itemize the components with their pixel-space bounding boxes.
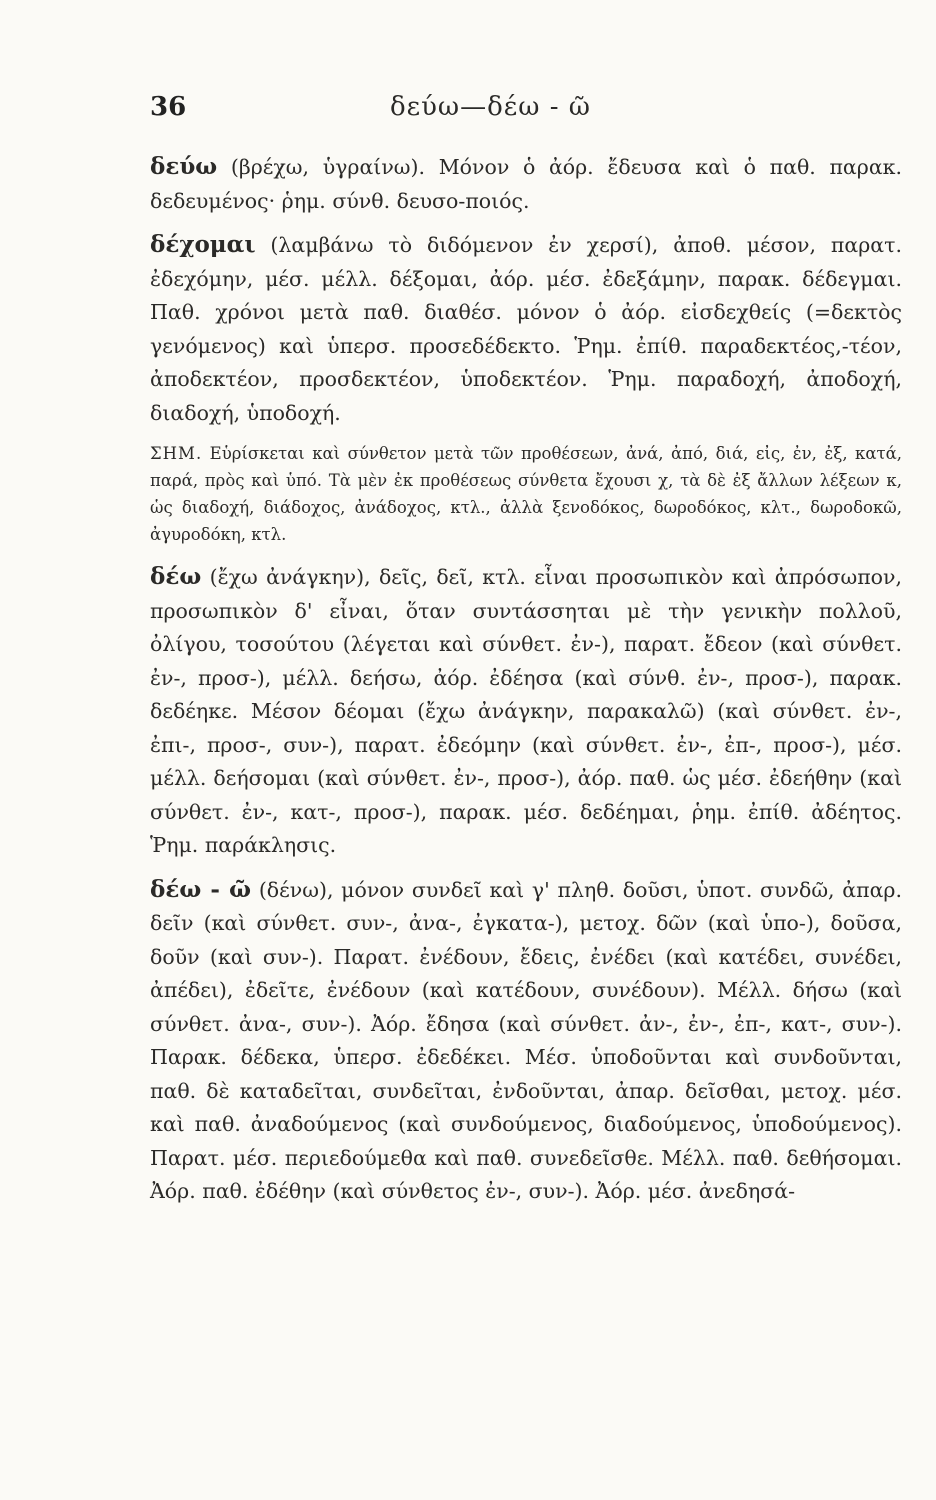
page-header: [150, 92, 850, 132]
note-label: ΣΗΜ.: [150, 444, 203, 463]
entry-text: (λαμβάνω τὸ διδόμενον ἐν χερσί), ἀποθ. μέσον, παρατ. ἐδεχόμην, μέσ. μέλλ. δέξομαι, ἀόρ. μέσ. ἐδεξάμην, παρακ. δέδεγμαι. Παθ. χρόνοι μετὰ παθ. διαθέσ. μόνον ὁ ἀόρ. εἰσδεχθείς (=δεκτὸς γενόμενος) καὶ ὑπερσ. προσεδέδεκτο. Ῥημ. ἐπίθ. παραδεκτέος,-τέον, ἀποδεκτέον, προσδεκτέον, ὑποδεκτέον. Ῥημ. παραδοχή, ἀποδοχή, διαδοχή, ὑποδοχή.: [150, 233, 902, 425]
entry-deo-bind: [150, 873, 902, 1209]
note-text: Εὑρίσκεται καὶ σύνθετον μετὰ τῶν προθέσεων, ἀνά, ἀπό, διά, εἰς, ἐν, ἐξ, κατά, παρά, πρὸς καὶ ὑπό. Τὰ μὲν ἐκ προθέσεως σύνθετα ἔχουσι χ, τὰ δὲ ἐξ ἄλλων λέξεων κ, ὡς διαδοχή, διάδοχος, ἀνάδοχος, κτλ., ἀλλὰ ξενοδόκος, δωροδόκος, κλτ., δωροδοκῶ, ἀγυροδόκη, κτλ.: [150, 444, 902, 544]
grammar-note: [150, 440, 902, 548]
entry-deo-need: [150, 560, 902, 863]
entry-text: (βρέχω, ὑγραίνω). Μόνον ὁ ἀόρ. ἔδευσα καὶ ὁ παθ. παρακ. δεδευμένος· ῥημ. σύνθ. δευσο-ποιός.: [150, 155, 902, 213]
entry-dechomai: [150, 228, 902, 430]
running-head: δεύω—δέω - ῶ: [390, 92, 591, 122]
entry-lemma: δέω - ῶ: [150, 875, 252, 903]
entry-lemma: δέω: [150, 563, 202, 590]
entry-text: (ἔχω ἀνάγκην), δεῖς, δεῖ, κτλ. εἶναι προσωπικὸν καὶ ἀπρόσωπον, προσωπικὸν δ' εἶναι, ὅταν συντάσσηται μὲ τὴν γενικὴν πολλοῦ, ὀλίγου, τοσούτου (λέγεται καὶ σύνθετ. ἐν-), παρατ. ἔδεον (καὶ σύνθετ. ἐν-, προσ-), μέλλ. δεήσω, ἀόρ. ἐδέησα (καὶ σύνθ. ἐν-, προσ-), παρακ. δεδέηκε. Μέσον δέομαι (ἔχω ἀνάγκην, παρακαλῶ) (καὶ σύνθετ. ἐν-, ἐπι-, προσ-, συν-), παρατ. ἐδεόμην (καὶ σύνθετ. ἐν-, ἐπ-, προσ-), μέσ. μέλλ. δεήσομαι (καὶ σύνθετ. ἐν-, προσ-), ἀόρ. παθ. ὡς μέσ. ἐδεήθην (καὶ σύνθετ. ἐν-, κατ-, προσ-), παρακ. μέσ. δεδέημαι, ῥημ. ἐπίθ. ἀδέητος. Ῥημ. παράκλησις.: [150, 565, 902, 857]
entry-deuo: [150, 150, 902, 218]
dictionary-body: [150, 150, 902, 1219]
entry-text: (δένω), μόνον συνδεῖ καὶ γ' πληθ. δοῦσι, ὑποτ. συνδῶ, ἀπαρ. δεῖν (καὶ σύνθετ. συν-, ἀνα-, ἐγκατα-), μετοχ. δῶν (καὶ ὑπο-), δοῦσα, δοῦν (καὶ συν-). Παρατ. ἐνέδουν, ἔδεις, ἐνέδει (καὶ κατέδει, συνέδει, ἀπέδει), ἐδεῖτε, ἐνέδουν (καὶ κατέδουν, συνέδουν). Μέλλ. δήσω (καὶ σύνθετ. ἀνα-, συν-). Ἀόρ. ἔδησα (καὶ σύνθετ. ἀν-, ἐν-, ἐπ-, κατ-, συν-). Παρακ. δέδεκα, ὑπερσ. ἐδεδέκει. Μέσ. ὑποδοῦνται καὶ συνδοῦνται, παθ. δὲ καταδεῖται, συνδεῖται, ἐνδοῦνται, ἀπαρ. δεῖσθαι, μετοχ. μέσ. καὶ παθ. ἀναδούμενος (καὶ συνδούμενος, διαδούμενος, ὑποδούμενος). Παρατ. μέσ. περιεδούμεθα καὶ παθ. συνεδεῖσθε. Μέλλ. παθ. δεθήσομαι. Ἀόρ. παθ. ἐδέθην (καὶ σύνθετος ἐν-, συν-). Ἀόρ. μέσ. ἀνεδησά-: [150, 877, 902, 1203]
entry-lemma: δεύω: [150, 153, 218, 180]
page-number: 36: [150, 92, 187, 122]
entry-lemma: δέχομαι: [150, 231, 256, 258]
